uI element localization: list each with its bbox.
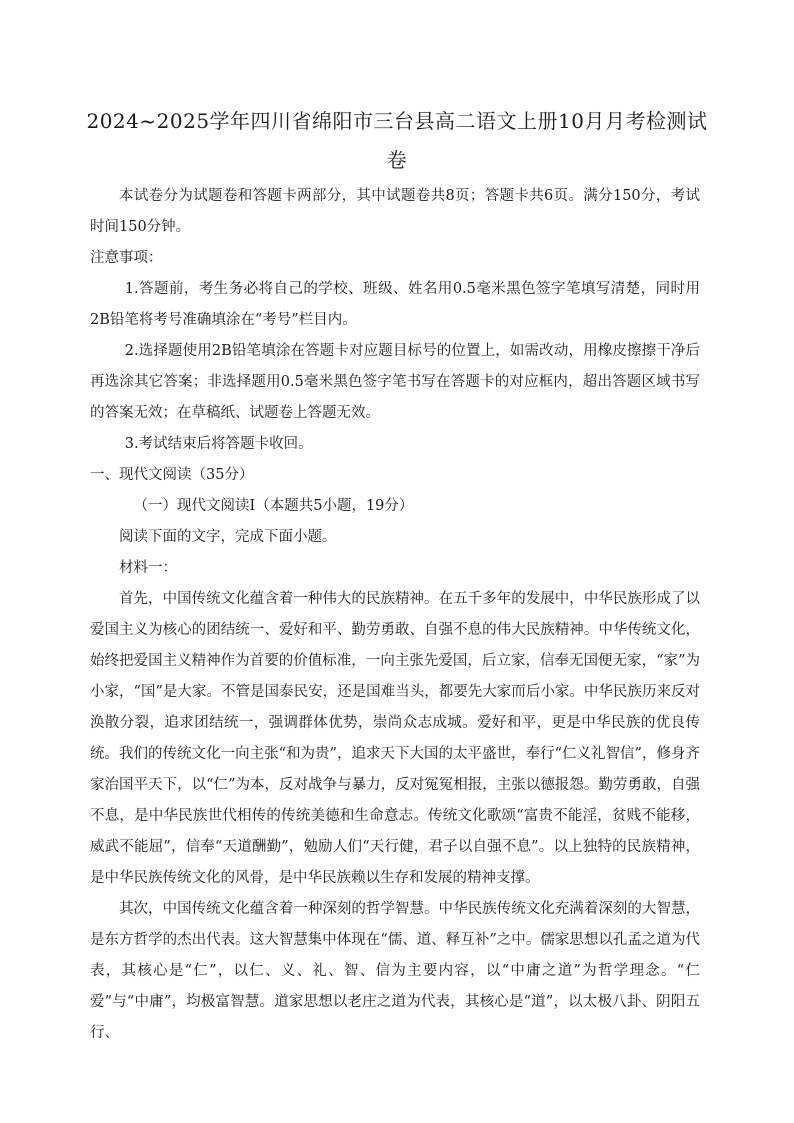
document-title-line-1: 2024~2025学年四川省绵阳市三台县高二语文上册10月月考检测试 [86, 109, 708, 133]
notice-heading: 注意事项： [90, 250, 163, 266]
notice-item-1: 1.答题前，考生务必将自己的学校、班级、姓名用0.5毫米黑色签字笔填写清楚，同时用2B铅笔将考号准确填涂在“考号”栏目内。 [90, 281, 700, 328]
subsection-heading: （一）现代文阅读Ⅰ（本题共5小题，19分） [133, 498, 414, 514]
material-paragraph-1: 首先，中国传统文化蕴含着一种伟大的民族精神。在五千多年的发展中，中华民族形成了以爱国主义为核心的团结统一、爱好和平、勤劳勇敢、自强不息的伟大民族精神。中华传统文化，始终把爱国主义精神作为首要的价值标准，一向主张先爱国，后立家，信奉无国便无家，“家”为小家，“国”是大家。不管是国泰民安，还是国难当头，都要先大家而后小家。中华民族历来反对涣散分裂，追求团结统一，强调群体优势，崇尚众志成城。爱好和平，更是中华民族的优良传统。我们的传统文化一向主张“和为贵”，追求天下大国的太平盛世，奉行“仁义礼智信”，修身齐家治国平天下，以“仁”为本，反对战争与暴力，反对冤冤相报，主张以德报怨。勤劳勇敢，自强不息，是中华民族世代相传的传统美德和生命意志。传统文化歌颂“富贵不能淫，贫贱不能移，威武不能屈”，信奉“天道酬勤”，勉励人们“天行健，君子以自强不息”。以上独特的民族精神，是中华民族传统文化的风骨，是中华民族赖以生存和发展的精神支撑。 [90, 591, 700, 886]
exam-intro: 本试卷分为试题卷和答题卡两部分，其中试题卷共8页；答题卡共6页。满分150分，考试时间150分钟。 [90, 188, 700, 235]
material-label: 材料一： [119, 560, 177, 576]
material-paragraph-2: 其次，中国传统文化蕴含着一种深刻的哲学智慧。中华民族传统文化充满着深刻的大智慧，是东方哲学的杰出代表。这大智慧集中体现在“儒、道、释互补”之中。儒家思想以孔孟之道为代表，其核心是“仁”，以仁、义、礼、智、信为主要内容，以“中庸之道”为哲学理念。“仁爱”与“中庸”，均极富智慧。道家思想以老庄之道为代表，其核心是“道”，以太极八卦、阴阳五行、 [90, 901, 700, 1041]
reading-instruction: 阅读下面的文字，完成下面小题。 [119, 529, 337, 545]
section-heading: 一、现代文阅读（35分） [90, 467, 254, 483]
notice-item-2: 2.选择题使用2B铅笔填涂在答题卡对应题目标号的位置上，如需改动，用橡皮擦擦干净后再选涂其它答案；非选择题用0.5毫米黑色签字笔书写在答题卡的对应框内，超出答题区域书写的答案无效；在草稿纸、试题卷上答题无效。 [90, 343, 700, 421]
document-body [90, 181, 700, 1049]
notice-item-3: 3.考试结束后将答题卡收回。 [124, 436, 313, 452]
document-title-line-2: 卷 [386, 148, 408, 172]
